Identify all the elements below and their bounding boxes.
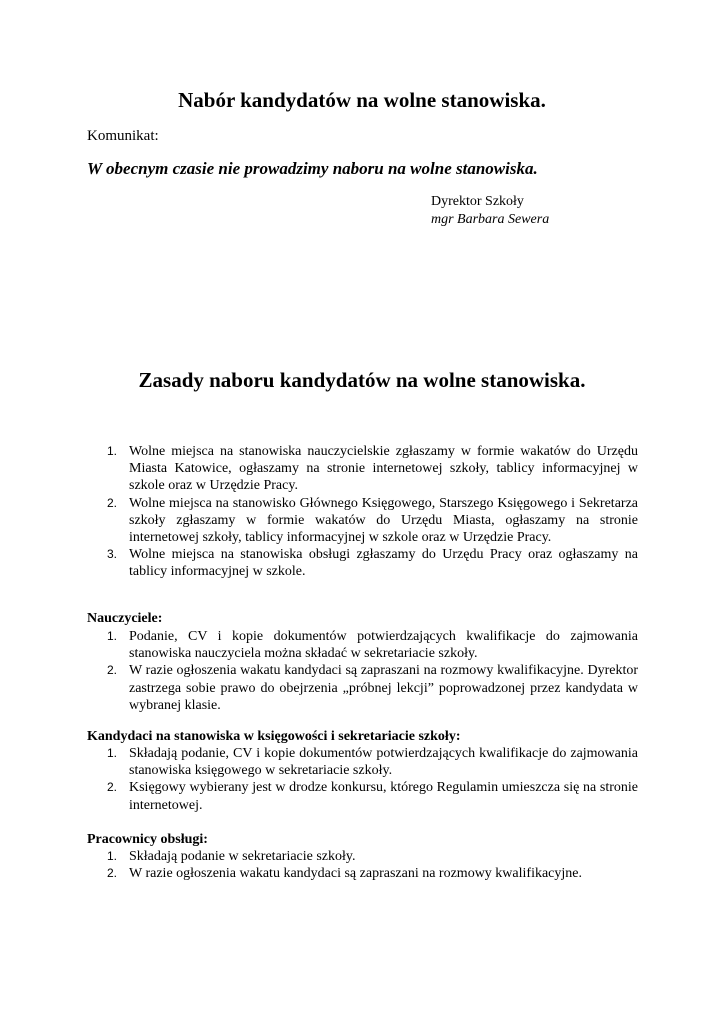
list-item: [107, 662, 638, 714]
list-text: Składają podanie w sekretariacie szkoły.: [129, 849, 356, 864]
service-list: [107, 848, 638, 882]
list-item: [107, 443, 638, 495]
list-item: [107, 779, 638, 813]
signature-role: Dyrektor Szkoły: [431, 194, 524, 209]
list-item: [107, 848, 638, 865]
list-item: [107, 745, 638, 779]
list-number: 2.: [107, 780, 118, 795]
list-text: W razie ogłoszenia wakatu kandydaci są zapraszani na rozmowy kwalifikacyjne. Dyrektor zastrzega sobie prawo do obejrzenia „próbnej lekcji” poprowadzonej przez kandydata w wybranej klasie.: [129, 663, 638, 713]
list-number: 2.: [107, 663, 118, 678]
notice-text: W obecnym czasie nie prowadzimy naboru na wolne stanowiska.: [87, 159, 538, 178]
page-title: Nabór kandydatów na wolne stanowiska.: [178, 88, 546, 112]
list-number: 1.: [107, 746, 118, 760]
list-item: [107, 865, 638, 882]
list-number: 2.: [107, 866, 118, 881]
list-number: 1.: [107, 849, 118, 863]
list-number: 1.: [107, 629, 118, 643]
list-text: Składają podanie, CV i kopie dokumentów potwierdzających kwalifikacje do zajmowania stanowiska księgowego w sekretariacie szkoły.: [129, 746, 638, 779]
accounting-heading: Kandydaci na stanowiska w księgowości i sekretariacie szkoły:: [87, 729, 461, 744]
list-number: 1.: [107, 444, 118, 458]
list-text: Wolne miejsca na stanowisko Głównego Księgowego, Starszego Księgowego i Sekretarza szkoły zgłaszamy w formie wakatów do Urzędu Miasta, ogłaszamy na stronie internetowej szkoły, tablicy informacyjnej w szkole oraz w Urzędzie Pracy.: [129, 495, 638, 546]
rules-list: [107, 443, 638, 581]
list-text: Wolne miejsca na stanowiska nauczycielskie zgłaszamy w formie wakatów do Urzędu Miasta Katowice, ogłaszamy na stronie internetowej szkoły, tablicy informacyjnej w szkole oraz w Urzędzie Pracy.: [129, 444, 638, 494]
rules-title: Zasady naboru kandydatów na wolne stanowiska.: [138, 368, 586, 392]
signature-block: [431, 193, 549, 229]
list-item: [107, 628, 638, 662]
service-heading: Pracownicy obsługi:: [87, 832, 208, 847]
list-text: W razie ogłoszenia wakatu kandydaci są zapraszani na rozmowy kwalifikacyjne.: [129, 866, 582, 882]
list-text: Księgowy wybierany jest w drodze konkursu, którego Regulamin umieszcza się na stronie internetowej.: [129, 780, 638, 813]
teachers-list: [107, 628, 638, 714]
accounting-list: [107, 745, 638, 814]
list-item: [107, 495, 638, 547]
list-number: 2.: [107, 495, 118, 510]
list-text: Wolne miejsca na stanowiska obsługi zgłaszamy do Urzędu Pracy oraz ogłaszamy na tablicy informacyjnej w szkole.: [129, 547, 638, 580]
komunikat-label: Komunikat:: [87, 128, 159, 144]
list-item: [107, 546, 638, 580]
list-text: Podanie, CV i kopie dokumentów potwierdzających kwalifikacje do zajmowania stanowiska nauczyciela można składać w sekretariacie szkoły.: [129, 629, 638, 662]
signature-name: mgr Barbara Sewera: [431, 212, 550, 227]
teachers-heading: Nauczyciele:: [87, 611, 163, 626]
list-number: 3.: [107, 547, 118, 562]
